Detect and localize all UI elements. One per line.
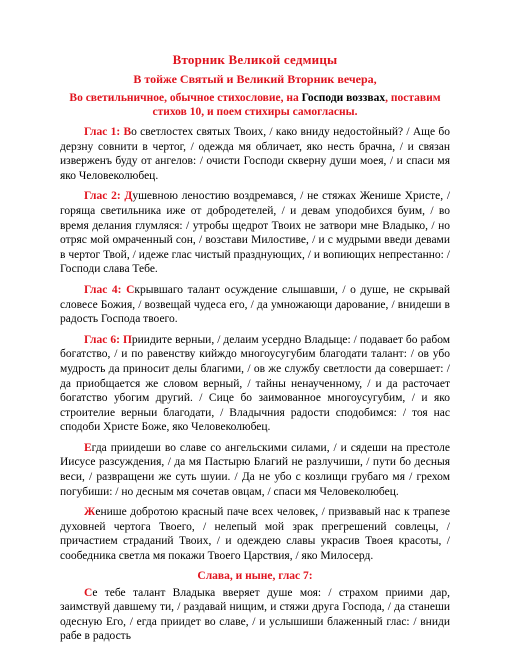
- verse-initial: Е: [84, 441, 92, 454]
- verse-label: Глас 4:: [84, 283, 122, 296]
- rubric-part-3: , поставим: [385, 92, 441, 104]
- slava-heading: Слава, и ныне, глас 7:: [197, 569, 313, 582]
- verse-text: енише добротою красный паче всех человек, / призвавый нас к трапезе духовней чертога Твоего, / нелепый мой зрак прегрешений совлецы, / причастием страданий Твоих, / и одеждею славы украсив Твоея красоты, / сообедника светла мя покажи Твоего Царствия, / яко Милосерд.: [60, 506, 450, 563]
- rubric-part-4: стихов 10, и поем стихиры самогласны.: [152, 106, 358, 118]
- verse-glas-4: [60, 283, 450, 327]
- verse-glas-1: [60, 125, 450, 183]
- verse-label: Глас 6:: [84, 333, 120, 346]
- verse-glas-2: [60, 189, 450, 277]
- verse-label: Глас 2:: [84, 190, 121, 203]
- verse-initial: П: [122, 333, 132, 346]
- rubric-part-1: Во светильничное, обычное стихословие, на: [69, 92, 302, 104]
- page-subtitle: В тойже Святый и Великий Вторник вечера,: [133, 72, 377, 86]
- rubric: [60, 91, 450, 119]
- verse-label: Глас 1:: [84, 126, 121, 138]
- verse-initial: Д: [124, 190, 133, 203]
- page-title: Вторник Великой седмицы: [172, 52, 338, 67]
- verse-text: ушевною леностию воздремався, / не стяжах Женише Христе, / горяща светильника иже от добродетелей, / и девам уподобихся буим, / во время делания глумляся: / утробы щедрот Твоих не затвори мне Владыко, / но отряс мой омраченный сон, / возстави Милостиве, / и с мудрыми введи девами в чертог Твой, / идеже глас чистый празднующих, / и вопиющих непрестанно: / Господи слава Тебе.: [60, 190, 451, 276]
- rubric-part-2: Господи воззвах: [301, 92, 386, 104]
- verse-initial: Ж: [84, 506, 96, 519]
- verse-initial: С: [84, 586, 93, 599]
- verse-text: гда приидеши во славе со ангельскими силами, / и сядеши на престоле Иисусе разсуждения, / да мя Пастырю Благий не разлучиши, / пути бо десныя веси, / развращени же суть шуии. / Да не убо с козлищи грубаго мя / грехом погубиши: / но десным мя сочетав овцам, / спаси мя Человеколюбец.: [60, 441, 450, 498]
- verse-se-tebe: [60, 586, 450, 644]
- verse-text: е тебе талант Владыка вверяет душе моя: / страхом приими дар, заимствуй давшему ти, / раздавай нищим, и стяжи друга Господа, / да станеши одесную Его, / егда приидет во славе, / и услышиши блаженный глас: / вниди рабе в радость: [60, 586, 450, 643]
- verse-text: о светлостех святых Твоих, / како вниду недостойный? / Аще бо дерзну совнити в чертог, / одежда мя обличает, яко несть брачна, / и связан изверженъ буду от ангелов: / очисти Господи скверну души моея, / и спаси мя яко Человеколюбец.: [60, 126, 450, 182]
- verse-initial: В: [123, 126, 132, 138]
- verse-text: крывшаго талант осуждение слышавши, / о душе, не скрывай словесе Божия, / возвещай чудеса его, / да умножающи дарование, / внидеши в радость Господа твоего.: [60, 283, 451, 326]
- verse-text: риидите верныи, / делаим усердно Владыце: / подавает бо рабом богатство, / и по равенству кийждо многоусугубим благодати талант: / ов убо мудрость да приносит делы благими, / ов же службу светлости да совершает: / да приобщается же словом верный, / тайны ненаученному, / и да расточает богатство убогим другий. / Сице бо заимованное многоусугубим, / и яко строителие верныи благодати, / Владычния радости сподобимся: / тоя нас сподоби Христе Боже, яко Человеколюбец.: [60, 333, 451, 434]
- verse-egda: [60, 441, 450, 499]
- verse-glas-6: [60, 333, 450, 435]
- verse-zhenishe: [60, 505, 450, 563]
- verse-initial: С: [126, 283, 135, 296]
